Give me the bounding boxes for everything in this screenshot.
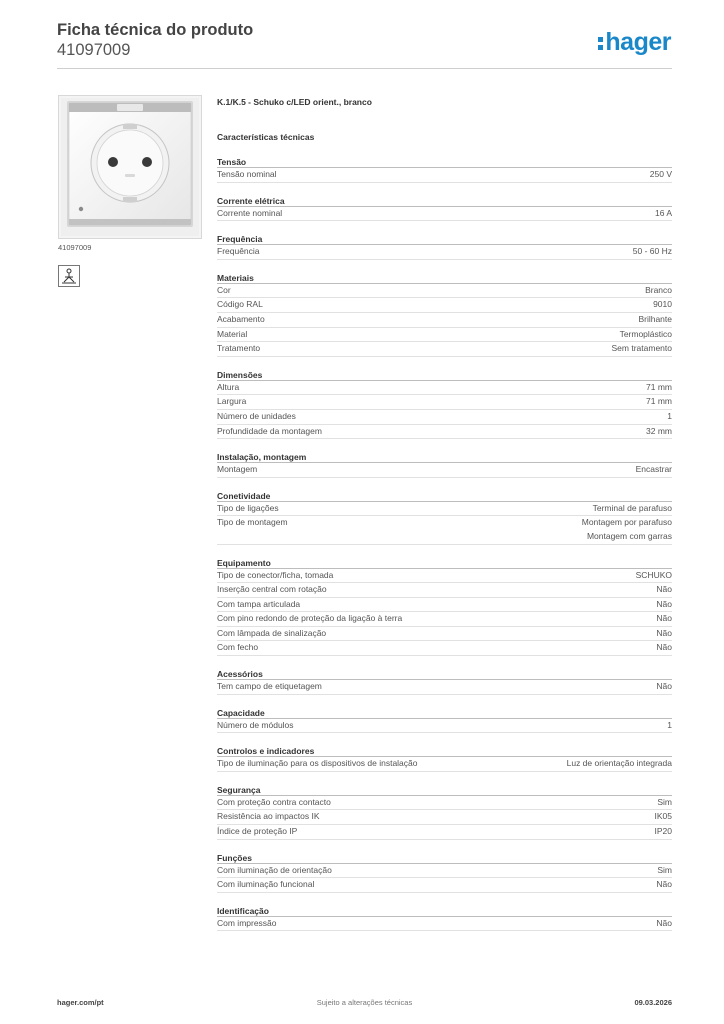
spec-value-line: Não: [656, 627, 672, 638]
spec-value-line: 16 A: [654, 207, 672, 218]
spec-row: [217, 641, 672, 656]
spec-group: [217, 490, 672, 545]
spec-group-title: Materiais: [217, 272, 672, 284]
spec-row: [217, 598, 672, 613]
socket-illustration-icon: [59, 96, 201, 238]
spec-value-line: IP20: [654, 826, 672, 837]
spec-group: [217, 745, 672, 772]
spec-value: [655, 207, 672, 221]
spec-row: [217, 381, 672, 396]
spec-value: [656, 612, 672, 626]
spec-value-line: 1: [667, 410, 672, 421]
spec-group-title: Equipamento: [217, 557, 672, 569]
spec-row: [217, 463, 672, 478]
spec-value: [656, 680, 672, 694]
spec-label: Tipo de montagem: [217, 517, 288, 528]
spec-row: [217, 757, 672, 772]
spec-value-line: Não: [656, 642, 672, 653]
spec-content: [217, 95, 672, 931]
spec-value-line: IK05: [654, 811, 672, 822]
spec-group: [217, 451, 672, 478]
spec-row: [217, 284, 672, 299]
spec-label: Material: [217, 328, 248, 339]
logo-text: hager: [605, 28, 671, 56]
spec-value-line: 32 mm: [646, 425, 672, 436]
spec-value: [667, 719, 672, 733]
spec-value: [656, 627, 672, 641]
product-code-heading: 41097009: [57, 41, 131, 59]
spec-group: [217, 369, 672, 439]
spec-label: Com pino redondo de proteção da ligação à terra: [217, 613, 403, 624]
spec-label: Número de unidades: [217, 410, 296, 421]
spec-label: Tratamento: [217, 343, 261, 354]
spec-value-line: SCHUKO: [635, 569, 672, 580]
spec-value: [633, 245, 672, 259]
spec-row: [217, 328, 672, 343]
spec-label: Profundidade da montagem: [217, 425, 322, 436]
spec-value: [567, 757, 672, 771]
spec-value: [620, 328, 672, 342]
spec-value-line: Sim: [657, 796, 672, 807]
spec-row: [217, 627, 672, 642]
spec-group: [217, 784, 672, 840]
spec-row: [217, 425, 672, 440]
spec-row: [217, 864, 672, 879]
spec-row: [217, 298, 672, 313]
spec-value-line: 250 V: [649, 169, 672, 179]
product-name: K.1/K.5 - Schuko c/LED orient., branco: [217, 97, 372, 107]
spec-value: [646, 425, 672, 439]
spec-value-line: Terminal de parafuso: [592, 502, 672, 513]
spec-group: [217, 156, 672, 183]
technical-characteristics-heading: Características técnicas: [217, 132, 315, 142]
spec-row: [217, 313, 672, 328]
flush-mount-icon: [58, 265, 80, 287]
spec-label: Com impressão: [217, 917, 277, 928]
spec-label: Com iluminação de orientação: [217, 864, 332, 875]
spec-value: [646, 381, 672, 395]
footer-website: hager.com/pt: [57, 998, 104, 1007]
spec-value-line: Sem tratamento: [611, 343, 672, 354]
spec-label: Tem campo de etiquetagem: [217, 681, 322, 692]
spec-value-line: 71 mm: [646, 396, 672, 407]
spec-value: [646, 395, 672, 409]
spec-group-title: Segurança: [217, 784, 672, 796]
spec-value-line: Não: [656, 613, 672, 624]
spec-value-line: Sim: [657, 864, 672, 875]
spec-value: [656, 641, 672, 655]
spec-value-line: Não: [656, 879, 672, 890]
spec-label: Número de módulos: [217, 719, 294, 730]
spec-row: [217, 342, 672, 357]
logo-dots-icon: [598, 37, 604, 53]
spec-value-line: Termoplástico: [619, 328, 672, 339]
spec-value-line: Não: [656, 584, 672, 595]
spec-row: [217, 583, 672, 598]
spec-value-line: 9010: [653, 299, 672, 310]
page-header: [57, 20, 671, 70]
spec-group-title: Capacidade: [217, 707, 672, 719]
installation-symbol-icon: [59, 266, 79, 286]
spec-label: Com lâmpada de sinalização: [217, 627, 327, 638]
product-image: [58, 95, 202, 239]
spec-group-title: Tensão: [217, 156, 672, 168]
spec-row: [217, 207, 672, 222]
spec-group-title: Instalação, montagem: [217, 451, 672, 463]
spec-label: Com tampa articulada: [217, 598, 301, 609]
spec-label: Tipo de conector/ficha, tomada: [217, 569, 334, 580]
hager-logo: [598, 28, 671, 57]
spec-value: [612, 342, 672, 356]
spec-group: [217, 707, 672, 734]
spec-label: Inserção central com rotação: [217, 584, 327, 595]
spec-value-line: 71 mm: [646, 381, 672, 392]
spec-row: [217, 796, 672, 811]
spec-value: [656, 878, 672, 892]
spec-row: [217, 410, 672, 425]
spec-row: [217, 680, 672, 695]
spec-group: [217, 852, 672, 893]
spec-label: Tipo de ligações: [217, 502, 279, 513]
spec-groups: [217, 156, 672, 931]
spec-group: [217, 905, 672, 932]
spec-value: [645, 284, 672, 298]
spec-label: Acabamento: [217, 313, 265, 324]
spec-row: [217, 612, 672, 627]
header-divider: [57, 68, 672, 69]
spec-label: Tensão nominal: [217, 169, 277, 179]
spec-group-title: Acessórios: [217, 668, 672, 680]
spec-label: Índice de proteção IP: [217, 826, 298, 837]
spec-value: [655, 825, 673, 839]
spec-label: Com proteção contra contacto: [217, 796, 331, 807]
spec-value: [657, 796, 672, 810]
spec-value-line: 50 - 60 Hz: [632, 246, 672, 257]
spec-label: Corrente nominal: [217, 207, 283, 218]
spec-value: [667, 410, 672, 424]
spec-label: Código RAL: [217, 299, 263, 310]
spec-label: Resistência ao impactos IK: [217, 811, 320, 822]
spec-group-title: Frequência: [217, 233, 672, 245]
spec-label: Largura: [217, 396, 247, 407]
spec-label: Altura: [217, 381, 240, 392]
spec-group-title: Conetividade: [217, 490, 672, 502]
spec-value: [653, 298, 672, 312]
spec-row: [217, 719, 672, 734]
spec-value-line: Luz de orientação integrada: [566, 758, 672, 769]
spec-row: [217, 395, 672, 410]
spec-value-line: 1: [667, 719, 672, 730]
spec-group: [217, 195, 672, 222]
spec-group: [217, 272, 672, 357]
spec-row: [217, 917, 672, 932]
spec-value: [636, 569, 672, 583]
spec-value-line: Branco: [645, 284, 672, 295]
spec-row: [217, 878, 672, 893]
spec-label: Montagem: [217, 464, 258, 475]
footer-note: Sujeito a alterações técnicas: [316, 998, 413, 1007]
spec-value-line: Montagem por parafuso: [581, 517, 672, 528]
spec-group: [217, 668, 672, 695]
spec-value: [636, 463, 672, 477]
spec-row: [217, 516, 672, 544]
spec-label: Tipo de iluminação para os dispositivos de instalação: [217, 758, 418, 769]
spec-row: [217, 502, 672, 517]
spec-group: [217, 557, 672, 657]
spec-value: [650, 168, 672, 182]
spec-value: [638, 313, 672, 327]
spec-value: [656, 583, 672, 597]
spec-label: Com fecho: [217, 642, 259, 653]
spec-value: [656, 917, 672, 931]
spec-group-title: Corrente elétrica: [217, 195, 672, 207]
footer-date: 09.03.2026: [634, 998, 672, 1007]
spec-group-title: Dimensões: [217, 369, 672, 381]
spec-group-title: Funções: [217, 852, 672, 864]
spec-label: Com iluminação funcional: [217, 879, 315, 890]
spec-value-line: Não: [656, 598, 672, 609]
spec-row: [217, 825, 672, 840]
spec-value: [593, 502, 672, 516]
spec-value: [582, 516, 672, 543]
spec-group-title: Controlos e indicadores: [217, 745, 672, 757]
spec-value-line: Não: [656, 917, 672, 928]
spec-row: [217, 810, 672, 825]
spec-row: [217, 569, 672, 584]
spec-value-line: Encastrar: [635, 464, 672, 475]
product-image-code: 41097009: [58, 243, 92, 252]
spec-value: [657, 864, 672, 878]
spec-value: [655, 810, 673, 824]
spec-row: [217, 245, 672, 260]
spec-value-line: Brilhante: [638, 313, 672, 324]
spec-row: [217, 168, 672, 183]
spec-label: Cor: [217, 284, 231, 295]
spec-label: Frequência: [217, 246, 260, 257]
spec-group: [217, 233, 672, 260]
spec-group-title: Identificação: [217, 905, 672, 917]
document-title: Ficha técnica do produto: [57, 21, 254, 39]
spec-value: [656, 598, 672, 612]
spec-value-line: Não: [656, 681, 672, 692]
spec-value-line: Montagem com garras: [586, 530, 672, 541]
